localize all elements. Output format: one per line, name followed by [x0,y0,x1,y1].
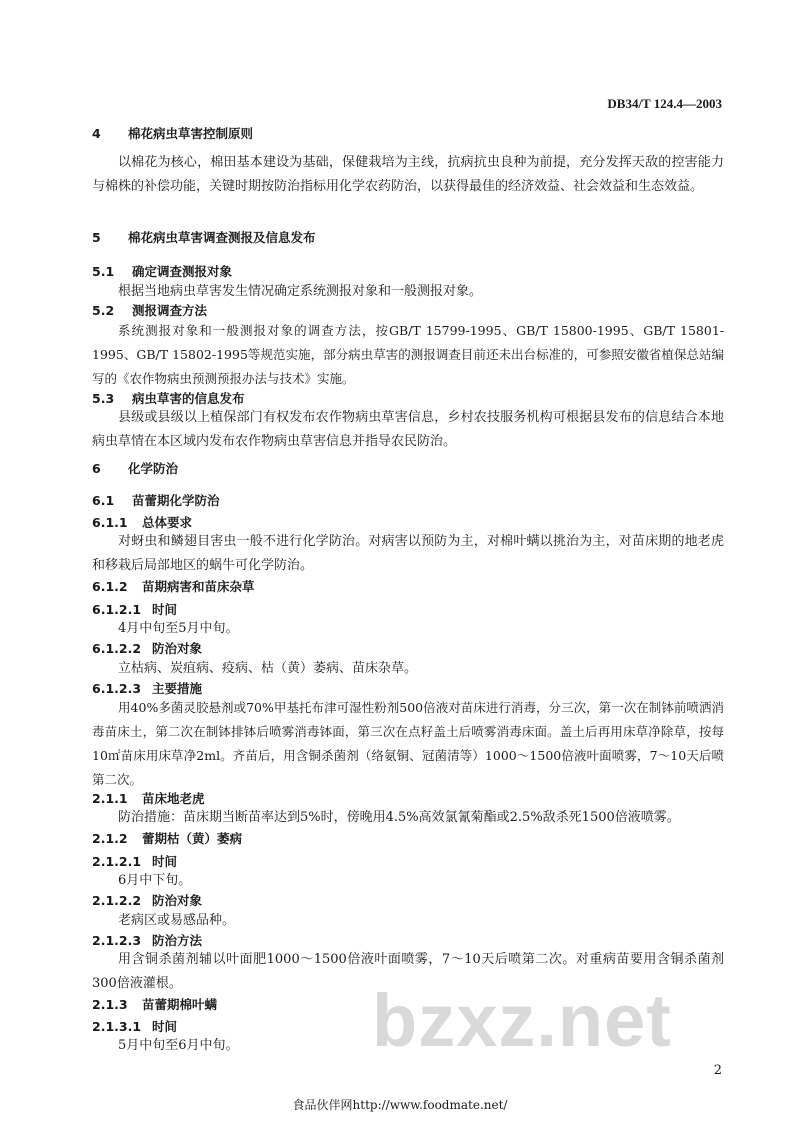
heading-title: 防治对象 [152,893,203,908]
section-heading-6-1 [92,492,724,510]
heading-title: 苗蕾期棉叶螨 [142,997,218,1012]
heading-title: 化学防治 [128,461,179,476]
heading-number: 4 [92,126,101,141]
paragraph-6-1-2-2: 立枯病、炭疽病、疫病、枯（黄）萎病、苗床杂草。 [118,661,418,676]
section-heading-5-2 [92,302,724,320]
section-heading-2-1-2 [92,830,724,848]
page-number: 2 [713,1063,722,1078]
heading-number: 6.1.1 [92,515,128,530]
heading-title: 测报调查方法 [132,303,208,318]
heading-number: 5 [92,230,101,245]
heading-number: 6.1 [92,493,115,508]
section-heading-4 [92,125,724,143]
paragraph-5-3: 县级或县级以上植保部门有权发布农作物病虫草害信息，乡村农技服务机构可根据县发布的信息结合本地病虫草情在本区域内发布农作物病虫草害信息并指导农民防治。 [92,410,724,449]
heading-number: 2.1.3 [92,997,128,1012]
paragraph-2-1-2-3: 用含铜杀菌剂辅以叶面肥1000～1500倍液叶面喷雾，7～10天后喷第二次。对重病苗要用含铜杀菌剂300倍液灌根。 [92,952,724,991]
section-heading-6-1-2-2 [92,640,724,658]
heading-title: 防治对象 [152,641,203,656]
heading-number: 2.1.2.1 [92,854,142,869]
paragraph-2-1-1: 防治措施：苗床期当断苗率达到5%时，傍晚用4.5%高效氯氰菊酯或2.5%敌杀死1500倍液喷雾。 [118,810,680,825]
heading-title: 棉花病虫草害调查测报及信息发布 [128,230,316,245]
heading-title: 确定调查测报对象 [132,264,233,279]
paragraph-4: 以棉花为核心，棉田基本建设为基础，保健栽培为主线，抗病抗虫良种为前提，充分发挥天敌的控害能力与棉株的补偿功能，关键时期按防治指标用化学农药防治，以获得最佳的经济效益、社会效益和生态效益。 [92,155,724,194]
watermark: bzxz.net [372,979,672,1062]
heading-number: 2.1.1 [92,791,128,806]
paragraph-6-1-2-1: 4月中旬至5月中旬。 [118,621,239,636]
section-heading-6-1-2 [92,578,724,596]
heading-number: 5.2 [92,303,115,318]
heading-title: 病虫草害的信息发布 [132,391,245,406]
section-heading-5-1 [92,263,724,281]
heading-number: 6.1.2.1 [92,602,142,617]
heading-title: 苗床地老虎 [142,791,205,806]
heading-title: 苗蕾期化学防治 [132,493,220,508]
heading-number: 5.1 [92,264,115,279]
paragraph-2-1-3-1: 5月中旬至6月中旬。 [118,1038,239,1053]
paragraph-6-1-1: 对蚜虫和鳞翅目害虫一般不进行化学防治。对病害以预防为主，对棉叶螨以挑治为主，对苗床期的地老虎和移栽后局部地区的蜗牛可化学防治。 [92,534,724,573]
heading-number: 2.1.2.3 [92,933,142,948]
paragraph-6-1-2-3: 用40%多菌灵胶悬剂或70%甲基托布津可湿性粉剂500倍液对苗床进行消毒，分三次，第一次在制钵前喷洒消毒苗床土，第二次在制钵排钵后喷雾消毒钵面，第三次在点籽盖土后喷雾消毒床面。盖土后再用床草净除草，按每10㎡苗床用床草净2ml。齐苗后，用含铜杀菌剂（络氨铜、冠菌清等）1000～1500倍液叶面喷雾，7～10天后喷第二次。 [92,700,724,787]
footer-text: 食品伙伴网http://www.foodmate.net/ [292,1098,508,1112]
section-heading-6 [92,460,724,478]
heading-title: 防治方法 [152,933,203,948]
heading-title: 时间 [152,854,178,869]
heading-number: 5.3 [92,391,115,406]
heading-title: 苗期病害和苗床杂草 [142,579,255,594]
heading-number: 2.1.2 [92,831,128,846]
heading-title: 时间 [152,1019,178,1034]
heading-title: 蕾期枯（黄）萎病 [142,831,243,846]
heading-number: 6.1.2 [92,579,128,594]
section-heading-5 [92,229,724,247]
heading-number: 6.1.2.3 [92,681,142,696]
paragraph-2-1-2-1: 6月中下旬。 [118,873,192,888]
heading-number: 6 [92,461,101,476]
paragraph-5-2: 系统测报对象和一般测报对象的调查方法，按GB/T 15799-1995、GB/T 15800-1995、GB/T 15801-1995、GB/T 15802-1995等规范实施，部分病虫草害的测报调查目前还未出台标准的，可参照安徽省植保总站编写的《农作物病虫预测预报办法与技术》实施。 [92,323,724,386]
heading-number: 2.1.3.1 [92,1019,142,1034]
heading-title: 主要措施 [152,681,203,696]
paragraph-5-1: 根据当地病虫草害发生情况确定系统测报对象和一般测报对象。 [118,284,483,299]
paragraph-2-1-2-2: 老病区或易感品种。 [118,913,236,928]
heading-title: 时间 [152,602,178,617]
heading-number: 2.1.2.2 [92,893,142,908]
document-code: DB34/T 124.4—2003 [607,96,722,111]
heading-title: 总体要求 [142,515,193,530]
heading-title: 棉花病虫草害控制原则 [128,126,254,141]
section-heading-2-1-2-2 [92,892,724,910]
heading-number: 6.1.2.2 [92,641,142,656]
